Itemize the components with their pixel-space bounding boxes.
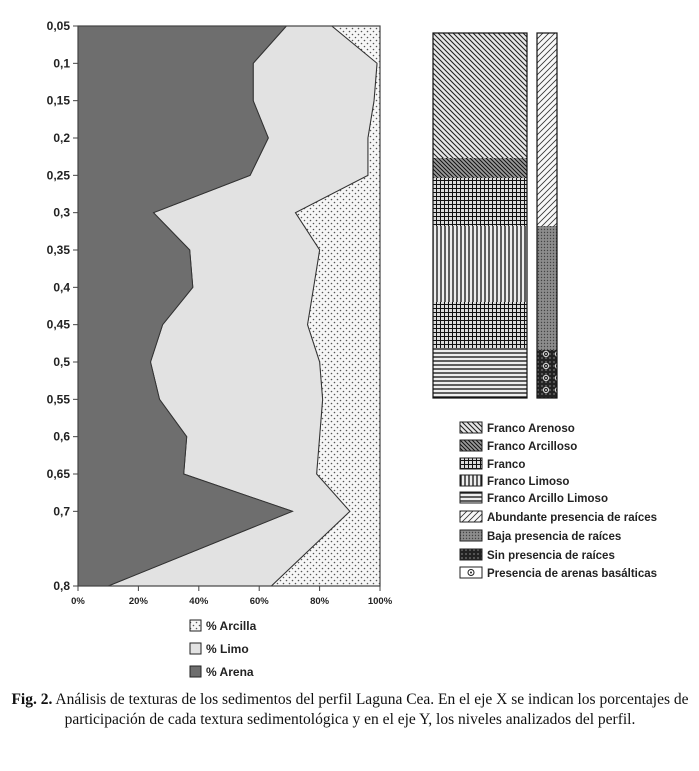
profile-columns: [433, 33, 657, 580]
segment-franco-lower: [433, 302, 527, 348]
texture-column: [433, 33, 527, 398]
x-tick-label: 20%: [128, 596, 148, 607]
segment-franco-arcillo-limoso: [433, 348, 527, 398]
legend-label-roots-low: Baja presencia de raíces: [487, 531, 622, 543]
legend-label-franco-arcilloso: Franco Arcilloso: [487, 441, 578, 453]
y-tick-label: 0,45: [46, 317, 70, 332]
legend-swatch-franco-arcilloso: [460, 440, 482, 451]
legend-label-limo: % Limo: [206, 642, 249, 656]
legend-swatch-roots-none: [460, 549, 482, 560]
y-tick-label: 0,55: [46, 392, 70, 407]
y-tick-label: 0,15: [46, 93, 70, 108]
segment-franco-arenoso: [433, 33, 527, 158]
segment-franco-limoso: [433, 226, 527, 302]
legend-swatch-roots-low: [460, 530, 482, 541]
area-layers: [78, 26, 380, 586]
y-tick-label: 0,7: [53, 504, 70, 519]
x-axis: [71, 586, 393, 607]
legend-label-franco-limoso: Franco Limoso: [487, 476, 570, 488]
segment-roots-low: [537, 226, 557, 350]
legend-label-basaltic-sands: Presencia de arenas basálticas: [487, 568, 658, 580]
segment-franco-upper: [433, 178, 527, 226]
legend-swatch-franco-limoso: [460, 475, 482, 486]
y-tick-label: 0,05: [46, 19, 70, 33]
y-tick-label: 0,35: [46, 243, 70, 257]
x-tick-label: 100%: [367, 596, 393, 607]
legend-label-franco: Franco: [487, 459, 526, 471]
roots-column: [537, 33, 557, 398]
caption-label: Fig. 2.: [11, 691, 53, 708]
texture-area-chart: [47, 19, 393, 679]
y-tick-label: 0,1: [53, 56, 70, 71]
legend-label-arena: % Arena: [206, 665, 254, 679]
x-tick-label: 40%: [189, 596, 209, 607]
legend-label-arcilla: % Arcilla: [206, 619, 257, 633]
area-legend: [190, 619, 257, 679]
legend-swatch-limo: [190, 643, 201, 654]
legend-label-roots-abundant: Abundante presencia de raíces: [487, 512, 658, 524]
y-tick-label: 0,6: [53, 429, 70, 444]
y-tick-label: 0,3: [53, 205, 70, 220]
y-tick-label: 0,4: [53, 280, 70, 295]
y-tick-label: 0,25: [46, 168, 70, 183]
legend-label-franco-arenoso: Franco Arenoso: [487, 423, 575, 435]
y-tick-label: 0,65: [46, 467, 70, 481]
caption-text: Análisis de texturas de los sedimentos del perfil Laguna Cea. En el eje X se indican los porcentajes de participación de cada textura sedimentológica y en el eje Y, los niveles analizados del perfil.: [52, 691, 689, 728]
y-axis: [47, 19, 78, 593]
legend-label-franco-arcillo-limoso: Franco Arcillo Limoso: [487, 493, 608, 505]
legend-swatch-arena: [190, 666, 201, 677]
x-tick-label: 80%: [310, 596, 330, 607]
profile-legend: [460, 422, 657, 580]
y-tick-label: 0,8: [53, 579, 70, 593]
legend-swatch-roots-abundant: [460, 511, 482, 522]
legend-swatch-franco: [460, 458, 482, 469]
segment-roots-abundant: [537, 33, 557, 226]
segment-franco-arcilloso: [433, 158, 527, 178]
basalt-dot-icon: [470, 572, 472, 574]
legend-label-roots-none: Sin presencia de raíces: [487, 550, 615, 562]
legend-swatch-arcilla: [190, 620, 201, 631]
x-tick-label: 0%: [71, 596, 85, 607]
x-tick-label: 60%: [249, 596, 269, 607]
segment-basaltic-sands: [537, 350, 557, 398]
legend-swatch-franco-arenoso: [460, 422, 482, 433]
y-tick-label: 0,2: [53, 131, 70, 145]
figure-caption: [8, 690, 692, 730]
y-tick-label: 0,5: [53, 355, 70, 369]
legend-swatch-franco-arcillo-limoso: [460, 492, 482, 503]
